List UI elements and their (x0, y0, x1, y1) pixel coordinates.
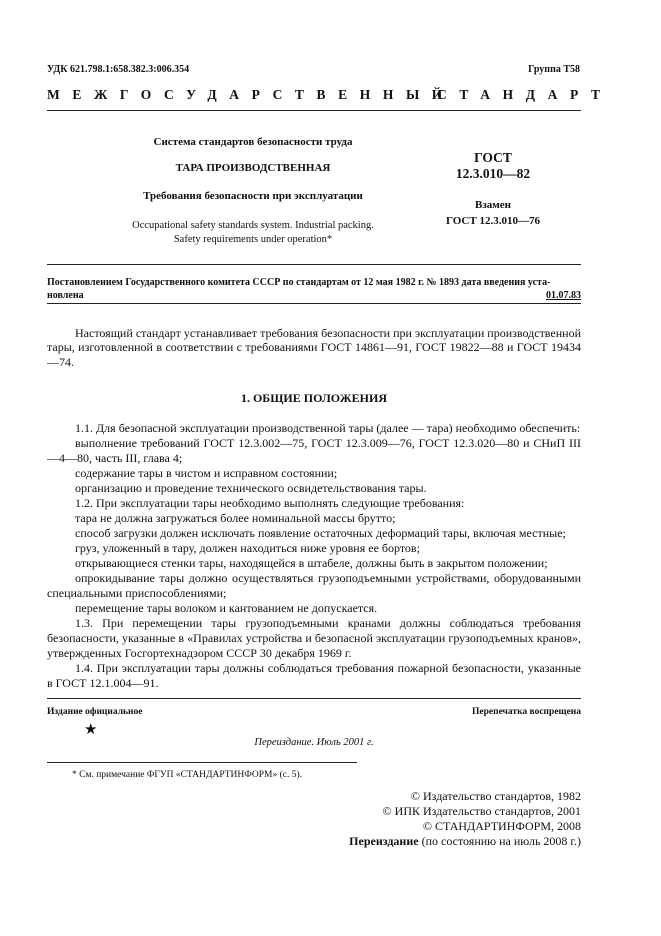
english-title-line2: Safety requirements under operation* (173, 234, 333, 245)
header-divider (47, 110, 581, 111)
paragraph: содержание тары в чистом и исправном состоянии; (75, 466, 338, 480)
reissue-note: Переиздание. Июль 2001 г. (254, 737, 374, 748)
copyright-2008: © СТАНДАРТИНФОРМ, 2008 (422, 819, 581, 833)
banner-right: СТАНДАРТ (437, 87, 613, 102)
section-heading: 1. ОБЩИЕ ПОЛОЖЕНИЯ (240, 391, 388, 405)
decree-block (47, 277, 581, 302)
paragraph: способ загрузки должен исключать появление остаточных деформаций тары, включая местные; (75, 526, 566, 540)
effective-date: 01.07.83 (546, 289, 581, 301)
footnote-divider (47, 762, 357, 763)
english-title-line1: Occupational safety standards system. Industrial packing. (132, 220, 374, 231)
paragraph: выполнение требований ГОСТ 12.3.002—75, ГОСТ 12.3.009—76, ГОСТ 12.3.020—80 и СНиП III—4—80, часть III, глава 4; (47, 436, 581, 465)
title-divider (47, 264, 581, 265)
group-code: Группа Т58 (528, 64, 580, 75)
decree-line1: Постановлением Государственного комитета СССР по стандартам от 12 мая 1982 г. № 1893 дата введения уста- (47, 277, 551, 288)
decree-divider (47, 303, 581, 304)
paragraph: груз, уложенный в тару, должен находиться ниже уровня ее бортов; (75, 541, 420, 555)
section-body (47, 421, 581, 691)
paragraph: 1.2. При эксплуатации тары необходимо выполнять следующие требования: (75, 496, 465, 510)
paragraph: организацию и проведение технического освидетельствования тары. (75, 481, 427, 495)
banner-left: МЕЖГОСУДАРСТВЕННЫЙ (47, 87, 455, 102)
reprint-banned: Перепечатка воспрещена (471, 707, 581, 717)
gost-designation (438, 150, 548, 182)
intro-paragraph: Настоящий стандарт устанавливает требования безопасности при эксплуатации производственной тары, изготовленной в соответствии с требованиями ГОСТ 14861—91, ГОСТ 19822—88 и ГОСТ 19434—74. (47, 326, 581, 369)
gost-number: 12.3.010—82 (455, 166, 531, 181)
official-edition: Издание официальное (47, 707, 143, 717)
paragraph: 1.3. При перемещении тары грузоподъемными кранами должны соблюдаться требования безопасности, указанные в «Правилах устройства и безопасной эксплуатации грузоподъемных кранов», утвержденных Госгортехнадзором СССР 30 декабря 1969 г. (47, 616, 581, 660)
english-title (100, 219, 406, 247)
reissue-rest: (по состоянию на июль 2008 г.) (418, 834, 581, 848)
paragraph: 1.4. При эксплуатации тары должны соблюдаться требования пожарной безопасности, указанные в ГОСТ 12.1.004—91. (47, 661, 581, 690)
udk-code: УДК 621.798.1:658.382.3:006.354 (47, 64, 190, 75)
decree-line2: новлена (47, 289, 84, 301)
star-icon: ★ (84, 722, 98, 738)
document-subtitle: Требования безопасности при эксплуатации (143, 190, 363, 202)
standards-system: Система стандартов безопасности труда (153, 136, 353, 148)
footnote: * См. примечание ФГУП «СТАНДАРТИНФОРМ» (с. 5). (72, 770, 303, 780)
paragraph: перемещение тары волоком и кантованием не допускается. (75, 601, 378, 615)
paragraph: опрокидывание тары должно осуществляться грузоподъемными устройствами, оборудованными специальными приспособлениями; (47, 571, 581, 600)
copyright-2001: © ИПК Издательство стандартов, 2001 (382, 804, 581, 818)
reissue-status (349, 834, 581, 849)
reissue-bold: Переиздание (349, 834, 419, 848)
paragraph: открывающиеся стенки тары, находящейся в штабеле, должны быть в закрытом положении; (75, 556, 548, 570)
paragraph: тара не должна загружаться более номинальной массы брутто; (75, 511, 396, 525)
gost-label: ГОСТ (474, 150, 512, 165)
replaces-number: ГОСТ 12.3.010—76 (446, 215, 540, 227)
footer-divider (47, 698, 581, 699)
document-title: ТАРА ПРОИЗВОДСТВЕННАЯ (175, 162, 331, 174)
paragraph: 1.1. Для безопасной эксплуатации производственной тары (далее — тара) необходимо обеспечить: (75, 421, 581, 435)
replaces-label: Взамен (475, 199, 511, 211)
copyright-1982: © Издательство стандартов, 1982 (410, 789, 581, 803)
